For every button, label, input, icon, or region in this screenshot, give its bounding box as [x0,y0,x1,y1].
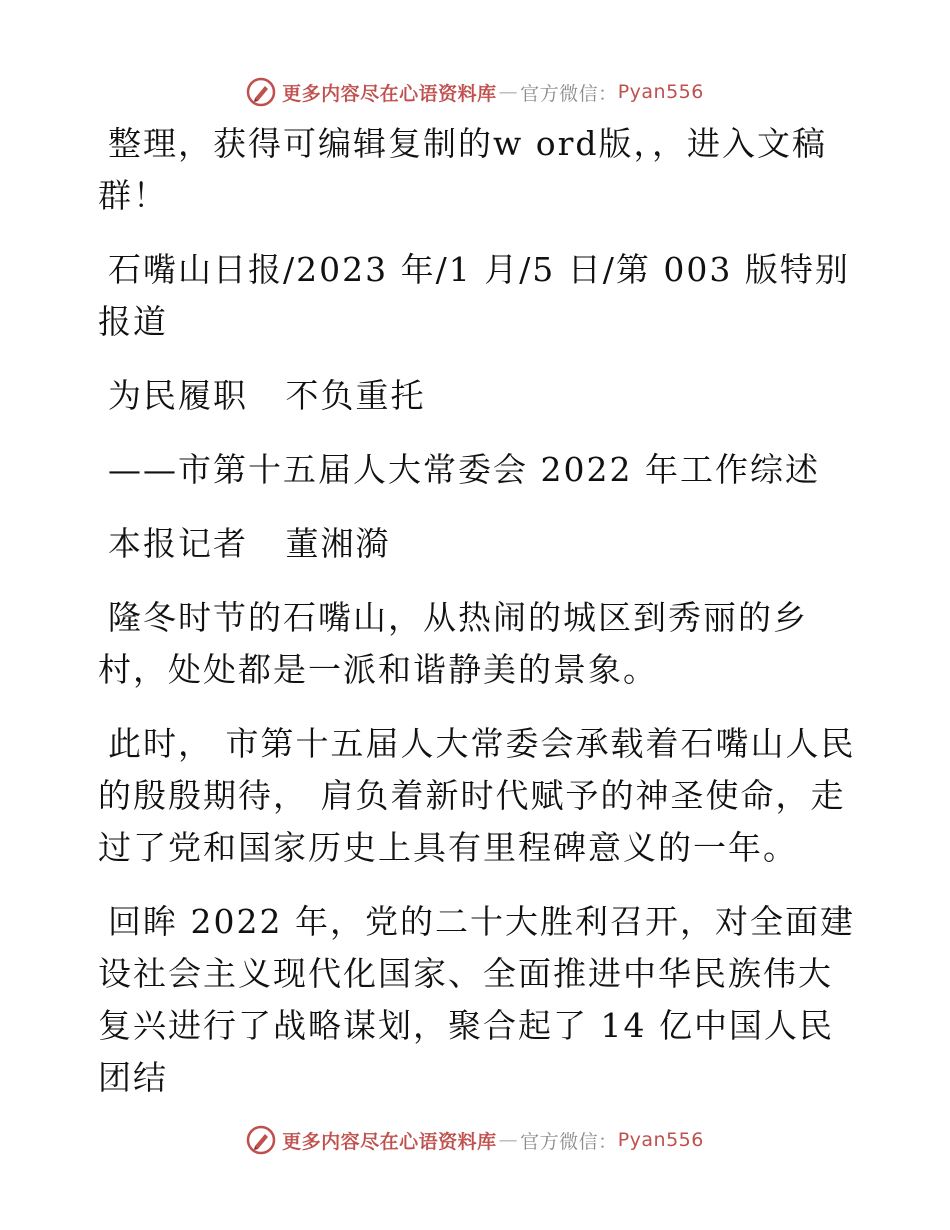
paragraph-body-2: 此时， 市第十五届人大常委会承载着石嘴山人民的殷殷期待， 肩负着新时代赋予的神圣使命，走过了党和国家历史上具有里程碑意义的一年。 [98,724,856,867]
pen-circle-logo-icon [246,1125,276,1155]
banner-wechat-label: 官方微信： [520,82,618,105]
paragraph-body-1: 隆冬时节的石嘴山，从热闹的城区到秀丽的乡村，处处都是一派和谐静美的景象。 [98,598,808,689]
article-byline: 本报记者 董湘漪 [108,524,391,563]
paragraph-source-line: 石嘴山日报/2023 年/1 月/5 日/第 003 版特别报道 [98,250,850,341]
banner-site-text: 更多内容尽在心语资料库 [282,1130,497,1153]
paragraph-intro-note: 整理，获得可编辑复制的w ord版，，进入文稿群！ [98,124,828,215]
banner-site-text: 更多内容尽在心语资料库 [282,82,497,105]
banner-wechat-label: 官方微信： [520,1130,618,1153]
article-body [98,118,858,1126]
banner-separator: — [498,81,519,103]
footer-watermark-banner [0,1120,950,1160]
banner-wechat-id: Pyan556 [617,81,704,103]
banner-wechat-id: Pyan556 [617,1129,704,1151]
pen-circle-logo-icon [246,77,276,107]
article-title: 为民履职 不负重托 [108,376,426,415]
header-watermark-banner [0,72,950,112]
paragraph-body-3: 回眸 2022 年，党的二十大胜利召开，对全面建设社会主义现代化国家、全面推进中华民族伟大复兴进行了战略谋划，聚合起了 14 亿中国人民团结 [98,902,855,1097]
banner-separator: — [498,1129,519,1151]
article-subtitle: ——市第十五届人大常委会 2022 年工作综述 [108,450,820,489]
